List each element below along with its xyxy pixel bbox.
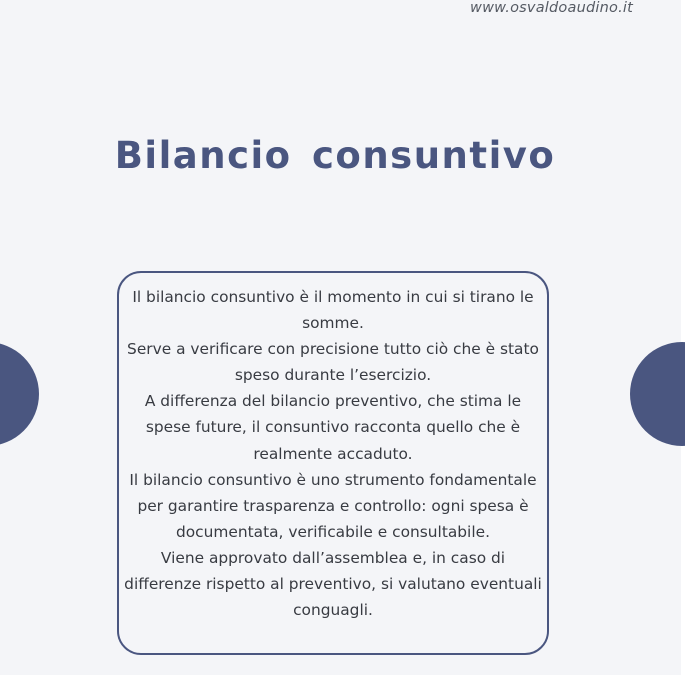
paragraph-2: Serve a verificare con precisione tutto ciò che è stato speso durante l’esercizio. (127, 340, 539, 385)
paragraph-5: Viene approvato dall’assemblea e, in caso di differenze rispetto al preventivo, si valutano eventuali conguagli. (124, 548, 542, 620)
paragraph-1: Il bilancio consuntivo è il momento in cui si tirano le somme. (132, 288, 534, 333)
paragraph-3: A differenza del bilancio preventivo, che stima le spese future, il consuntivo racconta quello che è realmente accaduto. (144, 392, 522, 463)
page-title: Bilancio consuntivo (114, 134, 556, 177)
paragraph-4: Il bilancio consuntivo è uno strumento fondamentale per garantire trasparenza e controllo: ogni spesa è documentata, verificabile e consultabile. (129, 470, 537, 541)
website-url: www.osvaldoaudino.it (470, 0, 633, 16)
description-box (117, 271, 549, 655)
right-edge-strip (681, 0, 685, 675)
right-decorative-circle (630, 342, 685, 446)
left-decorative-circle (0, 342, 39, 446)
